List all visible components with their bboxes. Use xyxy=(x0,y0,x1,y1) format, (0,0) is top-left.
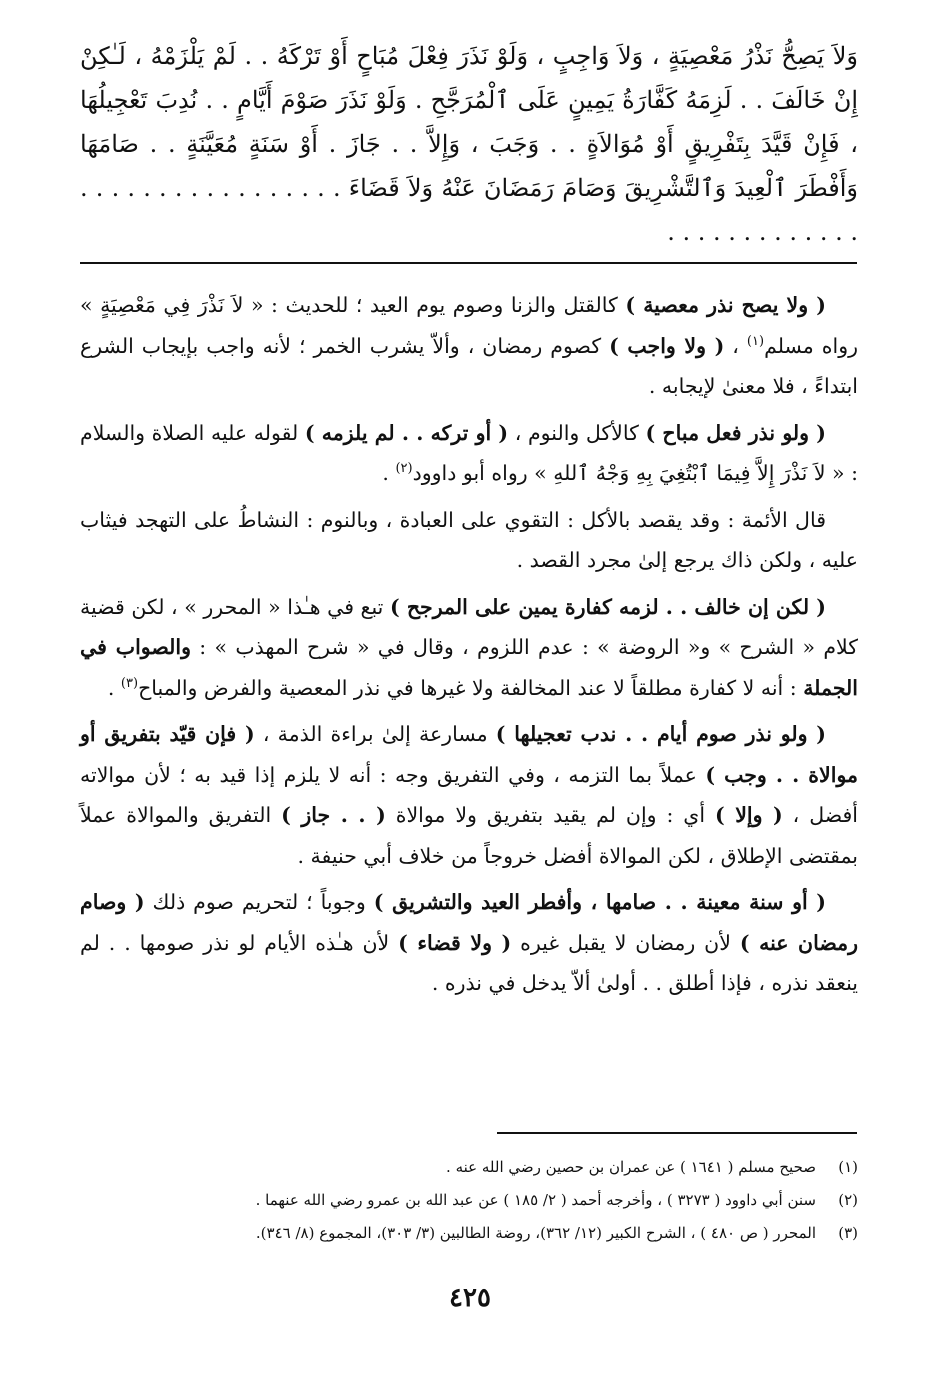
quoted-matn: ( فإن قيّد بتفريق أو موالاة . . وجب ) xyxy=(80,722,859,787)
emphasis-text: والصواب في الجملة xyxy=(80,635,858,700)
commentary-text: . xyxy=(382,461,396,485)
commentary-paragraph xyxy=(80,714,858,876)
commentary-text: كصوم رمضان ، وألاّ يشرب الخمر ؛ لأنه واجب بإيجاب الشرع ابتداءً ، فلا معنىٰ لإيجابه . xyxy=(80,333,858,398)
quoted-matn: ( . . جاز ) xyxy=(281,803,386,827)
commentary-text: . xyxy=(107,675,121,700)
main-text-body: وَلاَ يَصِحُّ نَذْرُ مَعْصِيَةٍ ، وَلاَ وَاجِبٍ ، وَلَوْ نَذَرَ فِعْلَ مُبَاحٍ أَوْ تَرْكَهُ . . لَمْ يَلْزَمْهُ ، لَـٰكِنْ إِنْ خَالَفَ . . لَزِمَهُ كَفَّارَةُ يَمِينٍ عَلَى ٱلْمُرَجَّحِ . وَلَوْ نَذَرَ صَوْمَ أَيَّامٍ . . نُدِبَ تَعْجِيلُهَا ، فَإِنْ قَيَّدَ بِتَفْرِيقٍ أَوْ مُوَالاَةٍ . . وَجَبَ ، وَإِلاَّ . . جَازَ . أَوْ سَنَةٍ مُعَيَّنَةٍ . . صَامَهَا وَأَفْطَرَ ٱلْعِيدَ وَٱلتَّشْرِيقَ وَصَامَ رَمَضَانَ عَنْهُ وَلاَ قَضَاءَ . xyxy=(80,42,858,202)
quoted-matn: ( أو تركه . . لم يلزمه ) xyxy=(304,420,509,445)
footnote-text: المحرر ( ص ٤٨٠ ) ، الشرح الكبير (١٢/ ٣٦٢)، روضة الطالبين (٣/ ٣٠٣)، المجموع (٨/ ٣٤٦). xyxy=(255,1224,816,1242)
commentary-text: لأن هـٰذه الأيام لو نذر صومها . . لم ينعقد نذره ، فإذا أطلق . . أولىٰ ألاّ يدخل في نذره . xyxy=(80,930,858,995)
footnote-number: (١) xyxy=(838,1158,858,1176)
main-text xyxy=(80,34,858,254)
commentary-text: : أنه لا كفارة مطلقاً لا عند المخالفة ولا غيرها في نذر المعصية والفرض والمباح xyxy=(138,675,804,700)
commentary-text: كالأكل والنوم ، xyxy=(508,420,646,445)
commentary-text: لأن رمضان لا يقبل غيره xyxy=(511,930,740,955)
footnote-text: سنن أبي داوود ( ٣٢٧٣ ) ، وأخرجه أحمد ( ٢/ ١٨٥ ) عن عبد الله بن عمرو رضي الله عنهما . xyxy=(255,1191,816,1209)
quoted-matn: ( وصام رمضان عنه ) xyxy=(80,890,858,955)
commentary-text: أي : وإن لم يقيد بتفريق ولا موالاة xyxy=(385,803,715,827)
main-text-divider xyxy=(80,262,857,264)
commentary-paragraph xyxy=(80,285,858,407)
footnote xyxy=(80,1217,858,1250)
commentary-paragraph xyxy=(80,587,858,709)
quoted-matn: ( وإلا ) xyxy=(714,803,783,827)
commentary-paragraph xyxy=(80,500,858,581)
main-text-dots: . . . . . . . . . . . . . . . . . . . . . . . . . . . . . xyxy=(80,174,858,246)
commentary-text: مسارعة إلىٰ براءة الذمة ، xyxy=(254,722,496,746)
commentary-text: ، xyxy=(724,333,747,358)
quoted-matn: ( ولو نذر صوم أيام . . ندب تعجيلها ) xyxy=(495,722,826,746)
footnote-ref[interactable]: (٢) xyxy=(395,461,413,477)
quoted-matn: ( أو سنة معينة . . صامها ، وأفطر العيد والتشريق ) xyxy=(373,890,826,914)
footnote-ref[interactable]: (١) xyxy=(746,333,765,349)
page-number: ٤٢٥ xyxy=(449,1283,491,1313)
quoted-matn: ( ولا قضاء ) xyxy=(398,930,512,955)
quoted-matn: ( ولا يصح نذر معصية ) xyxy=(625,293,826,317)
commentary-paragraph xyxy=(80,413,858,494)
footnote-text: صحيح مسلم ( ١٦٤١ ) عن عمران بن حصين رضي الله عنه . xyxy=(446,1158,816,1176)
commentary xyxy=(80,285,858,1010)
commentary-paragraph xyxy=(80,882,858,1004)
quoted-matn: ( ولا واجب ) xyxy=(609,333,725,358)
commentary-text: كالقتل والزنا وصوم يوم العيد ؛ للحديث : « لاَ نَذْرَ فِي مَعْصِيَةٍ » رواه مسلم xyxy=(80,293,858,358)
footnote xyxy=(80,1184,858,1217)
quoted-matn: ( ولو نذر فعل مباح ) xyxy=(645,420,826,445)
footnote-number: (٣) xyxy=(838,1224,858,1242)
commentary-text: تبع في هـٰذا « المحرر » ، لكن قضية كلام « الشرح » و« الروضة » : عدم اللزوم ، وقال في « شرح المهذب » : xyxy=(80,594,858,659)
footnote-number: (٢) xyxy=(838,1191,858,1209)
commentary-text: قال الأئمة : وقد يقصد بالأكل : التقوي على العبادة ، وبالنوم : النشاطُ على التهجد فيثاب عليه ، ولكن ذاك يرجع إلىٰ مجرد القصد . xyxy=(80,507,858,572)
commentary-text: التفريق والموالاة عملاً بمقتضى الإطلاق ، لكن الموالاة أفضل خروجاً من خلاف أبي حنيفة . xyxy=(80,803,858,868)
commentary-text: عملاً بما التزمه ، وفي التفريق وجه : أنه لا يلزم إذا قيد به ؛ لأن موالاته أفضل ، xyxy=(80,762,858,827)
footnotes xyxy=(80,1151,858,1250)
quoted-matn: ( لكن إن خالف . . لزمه كفارة يمين على المرجح ) xyxy=(389,594,826,619)
footnotes-divider xyxy=(497,1132,857,1134)
footnote xyxy=(80,1151,858,1184)
footnote-ref[interactable]: (٣) xyxy=(120,675,139,691)
commentary-text: لقوله عليه الصلاة والسلام : « لاَ نَذْرَ إِلاَّ فِيمَا ٱبْتُغِيَ بِهِ وَجْهُ ٱللهِ » رواه أبو داوود xyxy=(80,420,858,485)
commentary-text: وجوباً ؛ لتحريم صوم ذلك xyxy=(144,890,374,914)
